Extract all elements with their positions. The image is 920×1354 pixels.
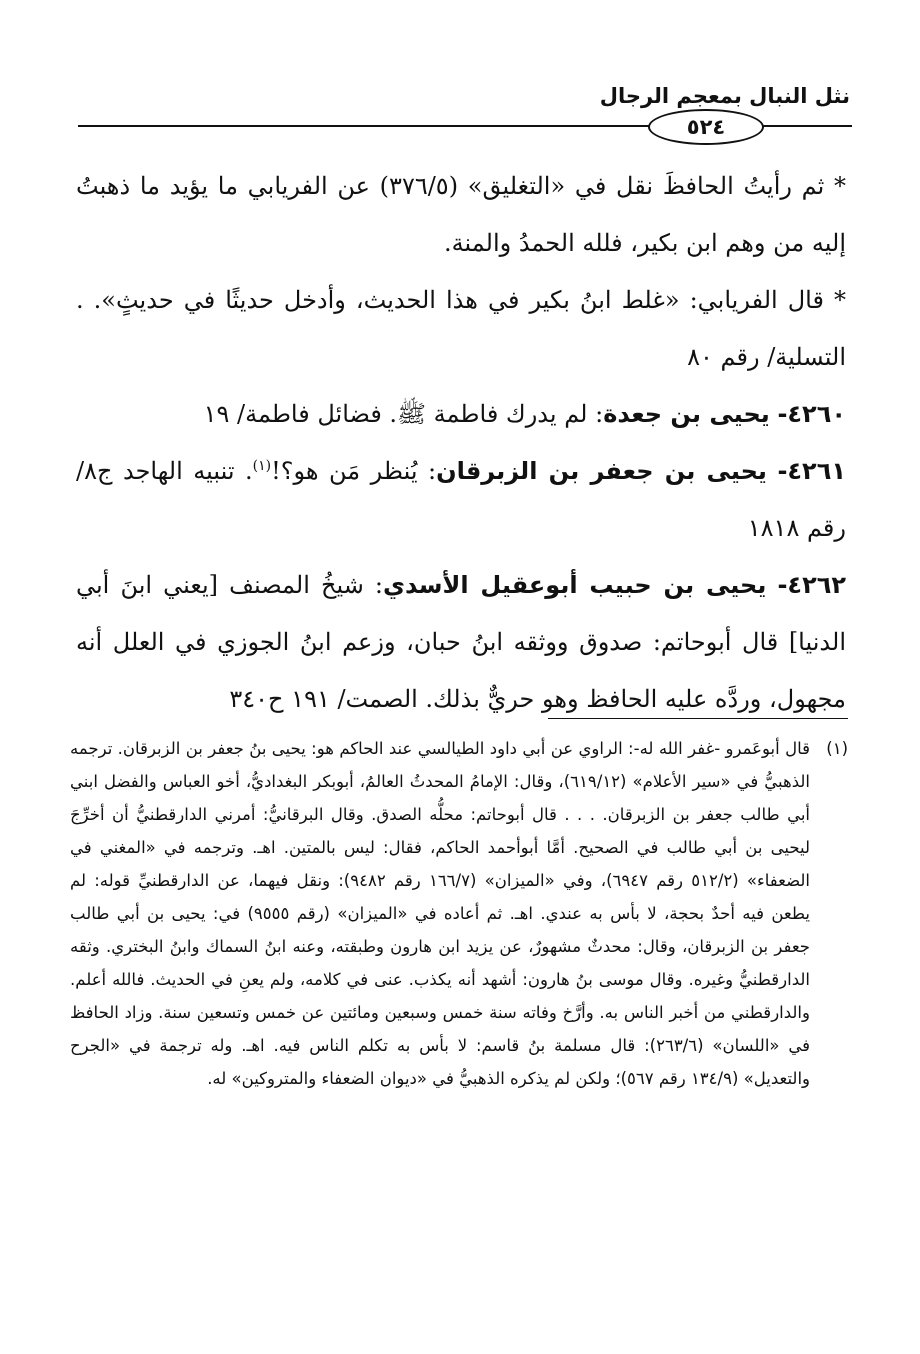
- footnotes: [70, 732, 848, 1095]
- entry-4262: [76, 557, 846, 728]
- entry-4261: [76, 443, 846, 557]
- footnote-mark: (١): [826, 739, 848, 758]
- main-text: [76, 158, 846, 728]
- entry-name: يحيى بن جعفر بن الزبرقان: [436, 457, 767, 485]
- entry-number: ٤٢٦٢-: [777, 571, 847, 599]
- entry-number: ٤٢٦١-: [777, 457, 846, 485]
- footnote-reference[interactable]: (١): [252, 458, 272, 474]
- paragraph-faryabi-quote: * قال الفريابي: «غلط ابنُ بكير في هذا الحديث، وأدخل حديثًا في حديثٍ». . التسلية/ رقم ٨٠: [76, 286, 847, 371]
- page-number: ٥٢٤: [686, 115, 726, 139]
- entry-text: : شيخُ المصنف [يعني ابنَ أبي الدنيا] قال أبوحاتم: صدوق ووثقه ابنُ حبان، وزعم ابنُ الجوزي في العلل أنه مجهول، وردَّه عليه الحافظ وهو حريٌّ بذلك. الصمت/ ١٩١ ح٣٤٠: [76, 571, 846, 713]
- entry-number: ٤٢٦٠-: [777, 400, 846, 428]
- entry-text-source: . تنبيه الهاجد ج٨/ رقم ١٨١٨: [76, 457, 846, 542]
- entry-text: : لم يدرك فاطمة ﷺ. فضائل فاطمة/ ١٩: [203, 400, 604, 428]
- page-number-frame: [648, 109, 764, 145]
- running-header-title: نثل النبال بمعجم الرجال: [599, 84, 850, 108]
- entry-text: : يُنظر مَن هو؟!: [271, 457, 437, 485]
- footnote-separator: [548, 718, 848, 719]
- entry-4260: [76, 386, 846, 443]
- footnote-text: قال أبوعَمرو -غفر الله له-: الراوي عن أبي داود الطيالسي عند الحاكم هو: يحيى بنُ جعفر بن الزبرقان. ترجمه الذهبيُّ في «سير الأعلام» (٦١٩/١٢)، وقال: الإمامُ المحدثُ العالمُ، أبوبكر البغداديُّ، أخو العباس والفضل ابني أبي طالب جعفر بن الزبرقان. . . . قال أبوحاتم: محلُّه الصدق. وقال البرقانيُّ: أمرني الدارقطنيُّ أن أخرِّجَ ليحيى بن أبي طالب في الصحيح. أمَّا أبوأحمد الحاكم، فقال: ليس بالمتين. اهـ. وترجمه في «المغني في الضعفاء» (٥١٢/٢ رقم ٦٩٤٧)، وفي «الميزان» (١٦٦/٧ رقم ٩٤٨٢): ونقل فيهما، عن الدارقطنيِّ قوله: لم يطعن فيه أحدٌ بحجة، لا بأس به عندي. اهـ. ثم أعاده في «الميزان» (رقم ٩٥٥٥) في: يحيى بن أبي طالب جعفر بن الزبرقان، وقال: محدثٌ مشهورٌ، عن يزيد ابن هارون وطبقته، وعنه ابنُ السماك وابنُ البختري. وثقه الدارقطنيُّ وغيره. وقال موسى بنُ هارون: أشهد أنه يكذب. عنى في كلامه، ولم يعنِ في الحديث. فالله أعلم. والدارقطني من أخبر الناس به. وأرَّخ وفاته سنة خمس وسبعين ومائتين عن خمس وتسعين سنة. وزاد الحافظ في «اللسان» (٢٦٣/٦): قال مسلمة بنُ قاسم: لا بأس به تكلم الناس فيه. اهـ. وله ترجمة في «الجرح والتعديل» (١٣٤/٩ رقم ٥٦٧)؛ ولكن لم يذكره الذهبيُّ في «ديوان الضعفاء والمتروكين» له.: [70, 739, 811, 1088]
- entry-name: يحيى بن جعدة: [603, 400, 770, 428]
- paragraph-taghliq-note: * ثم رأيتُ الحافظَ نقل في «التغليق» (٣٧٦/٥) عن الفريابي ما يؤيد ما ذهبتُ إليه من وهم ابن بكير، فلله الحمدُ والمنة.: [76, 172, 847, 257]
- footnote-1: [70, 732, 848, 1095]
- entry-name: يحيى بن حبيب أبوعقيل الأسدي: [383, 571, 767, 599]
